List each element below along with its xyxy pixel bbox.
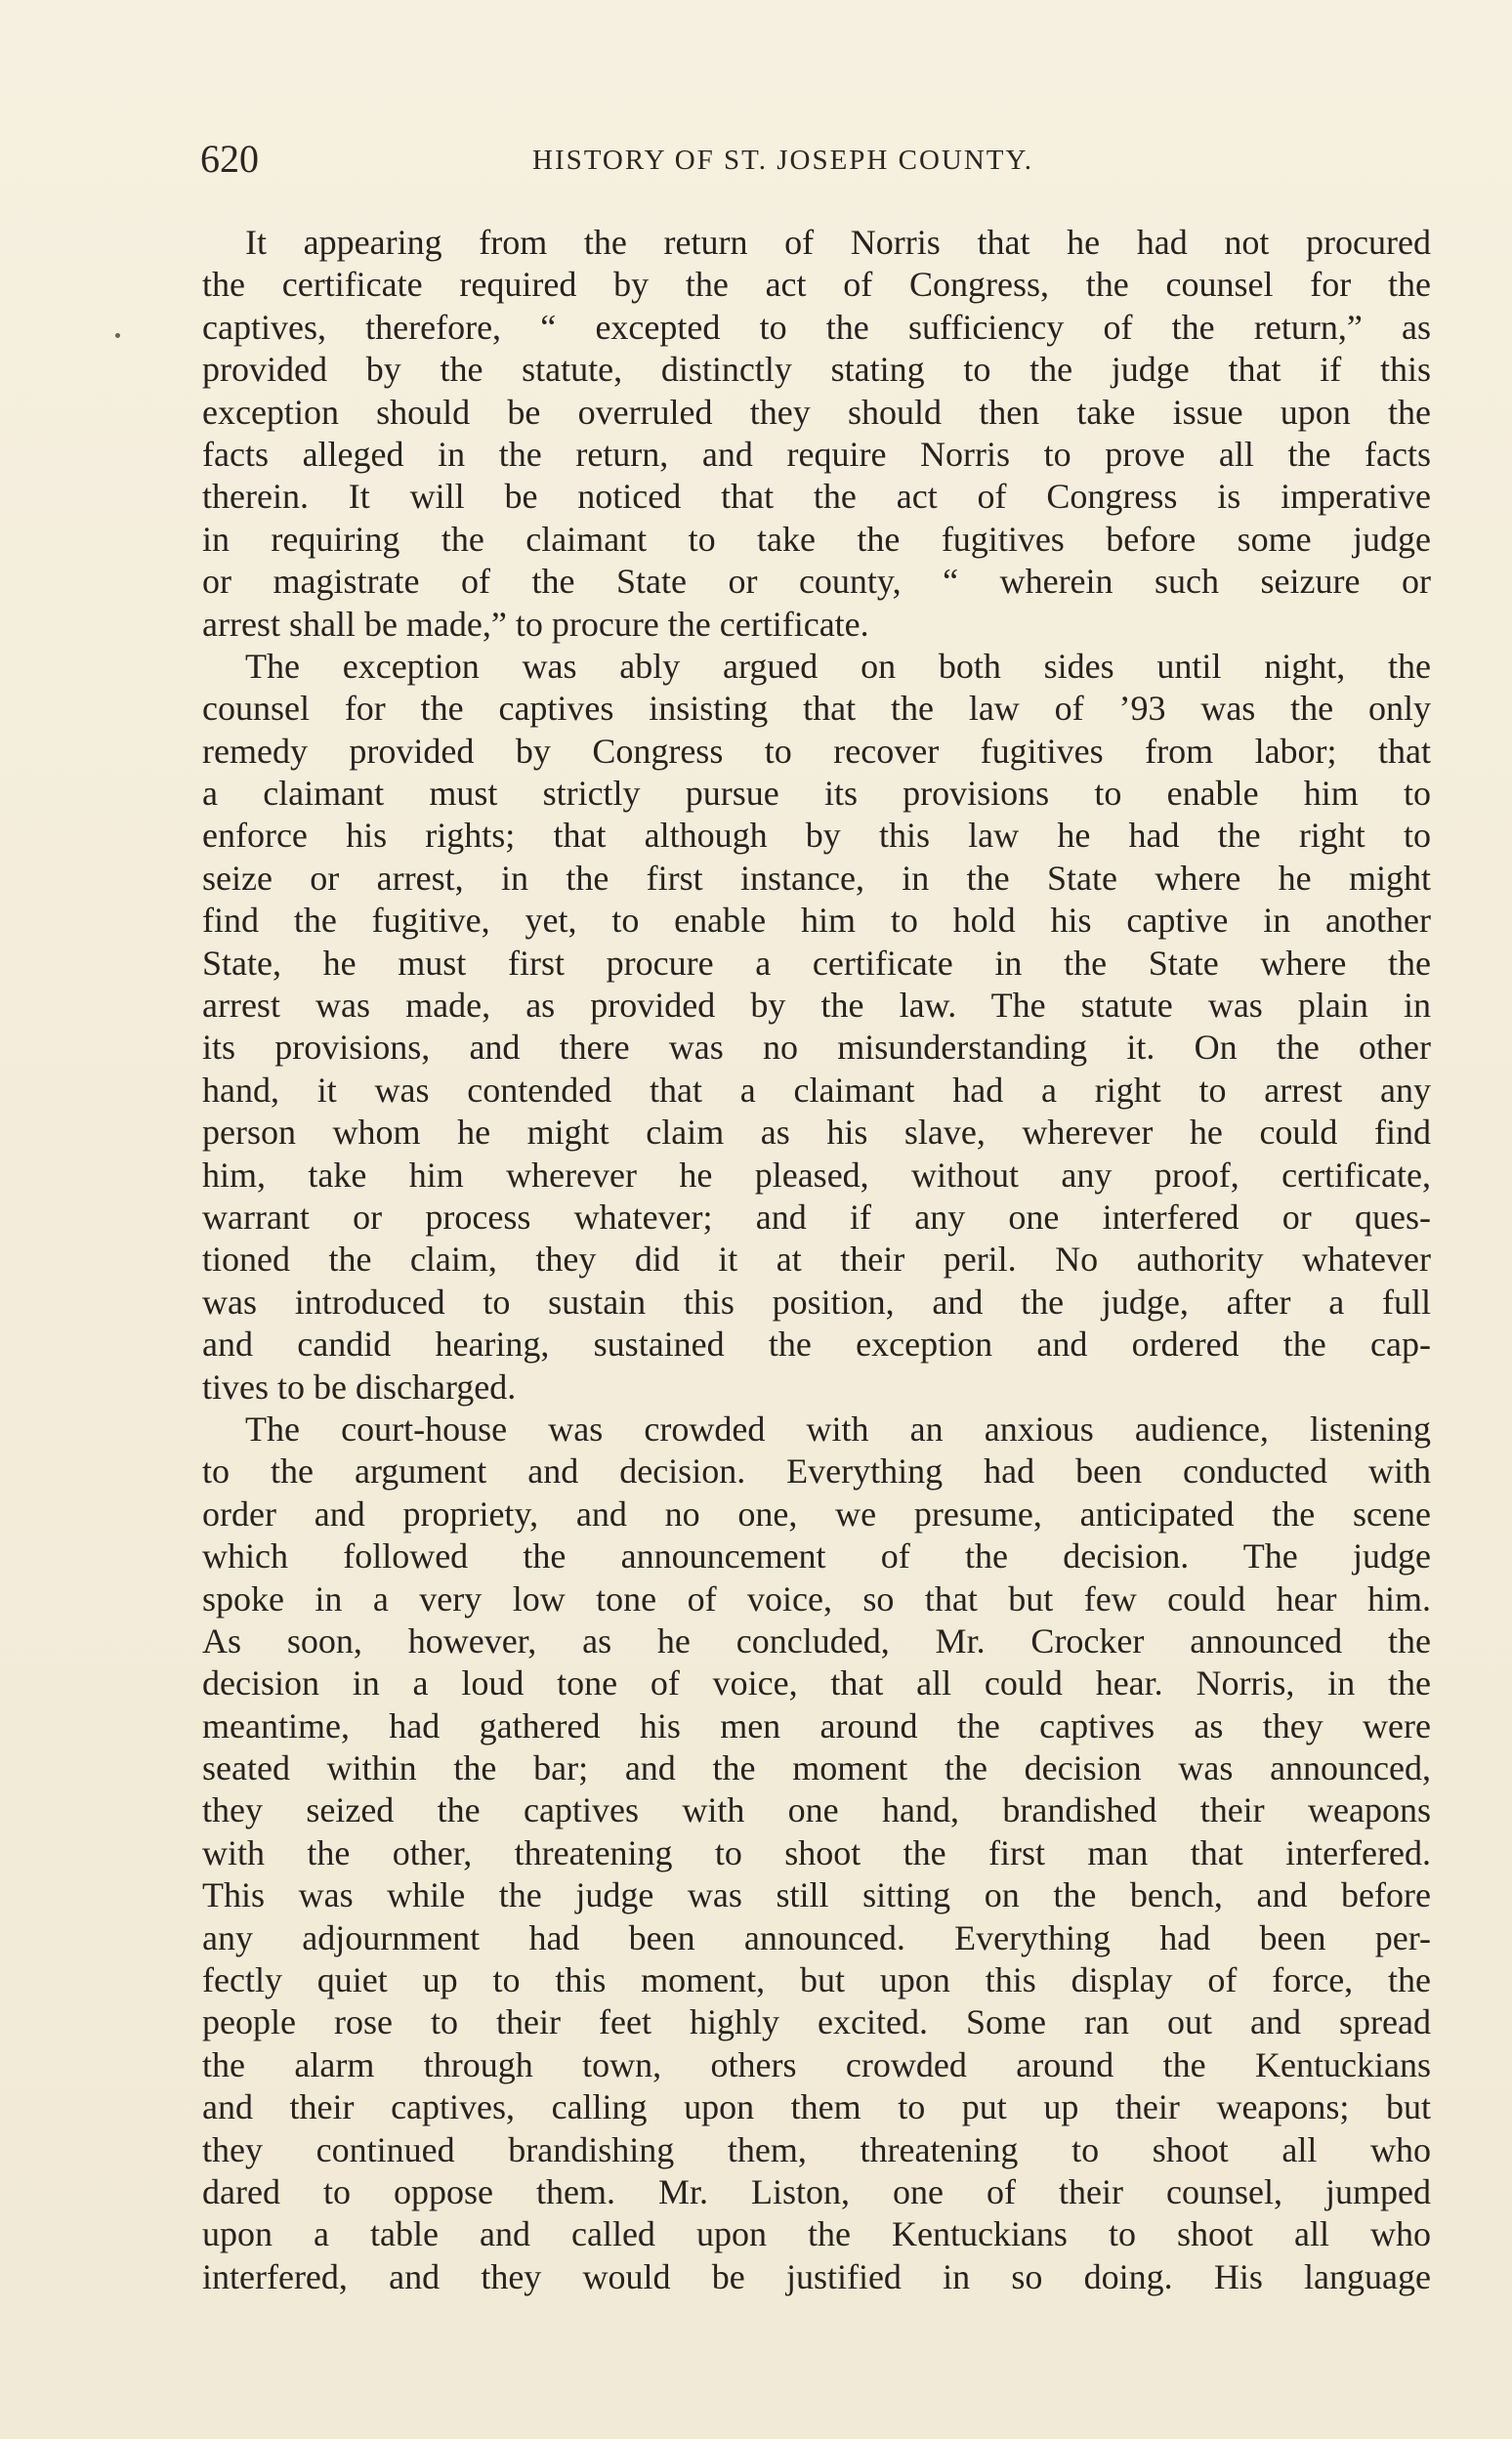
- text-line: captives, therefore, “ excepted to the sufficiency of the return,” as: [202, 307, 1431, 347]
- text-line: warrant or process whatever; and if any one interfered or ques-: [202, 1197, 1431, 1237]
- page-header: [200, 135, 1431, 184]
- running-head: HISTORY OF ST. JOSEPH COUNTY.: [532, 145, 1033, 176]
- text-line: exception should be overruled they should then take issue upon the: [202, 392, 1431, 432]
- text-line: which followed the announcement of the decision. The judge: [202, 1536, 1431, 1577]
- text-line: facts alleged in the return, and require Norris to prove all the facts: [202, 434, 1431, 474]
- margin-speck: [115, 333, 120, 338]
- text-line: any adjournment had been announced. Everything had been per-: [202, 1917, 1431, 1957]
- text-line: counsel for the captives insisting that the law of ’93 was the only: [202, 689, 1431, 729]
- text-line: find the fugitive, yet, to enable him to hold his captive in another: [202, 901, 1431, 941]
- text-line: arrest was made, as provided by the law. The statute was plain in: [202, 986, 1431, 1026]
- text-line: was introduced to sustain this position, and the judge, after a full: [202, 1282, 1431, 1322]
- text-line: or magistrate of the State or county, “ wherein such seizure or: [202, 562, 1431, 602]
- text-line: upon a table and called upon the Kentuckians to shoot all who: [202, 2214, 1431, 2254]
- text-line: and candid hearing, sustained the exception and ordered the cap-: [202, 1325, 1431, 1365]
- text-line: fectly quiet up to this moment, but upon this display of force, the: [202, 1960, 1431, 2000]
- text-line: him, take him wherever he pleased, without any proof, certificate,: [202, 1155, 1431, 1195]
- text-line: remedy provided by Congress to recover fugitives from labor; that: [202, 731, 1431, 771]
- text-line: therein. It will be noticed that the act of Congress is imperative: [202, 477, 1431, 517]
- text-line: State, he must first procure a certificate in the State where the: [202, 943, 1431, 983]
- text-line: the certificate required by the act of Congress, the counsel for the: [202, 265, 1431, 305]
- text-line: provided by the statute, distinctly stating to the judge that if this: [202, 350, 1431, 390]
- text-line: to the argument and decision. Everything had been conducted with: [202, 1451, 1431, 1492]
- text-line: seated within the bar; and the moment the decision was announced,: [202, 1748, 1431, 1788]
- text-line: order and propriety, and no one, we presume, anticipated the scene: [202, 1493, 1431, 1534]
- text-line: decision in a loud tone of voice, that all could hear. Norris, in the: [202, 1663, 1431, 1703]
- text-line: This was while the judge was still sitting on the bench, and before: [202, 1875, 1431, 1915]
- text-line: the alarm through town, others crowded around the Kentuckians: [202, 2044, 1431, 2084]
- text-line: people rose to their feet highly excited. Some ran out and spread: [202, 2002, 1431, 2042]
- page-number: 620: [200, 137, 259, 181]
- text-line: As soon, however, as he concluded, Mr. Crocker announced the: [202, 1620, 1431, 1661]
- text-line: and their captives, calling upon them to put up their weapons; but: [202, 2087, 1431, 2127]
- text-line: The court-house was crowded with an anxious audience, listening: [245, 1409, 1431, 1449]
- text-line: It appearing from the return of Norris that he had not procured: [245, 223, 1431, 262]
- text-line: The exception was ably argued on both sides until night, the: [245, 646, 1431, 686]
- text-line: tioned the claim, they did it at their peril. No authority whatever: [202, 1240, 1431, 1280]
- text-line: arrest shall be made,” to procure the certificate.: [202, 604, 869, 644]
- text-line: meantime, had gathered his men around the captives as they were: [202, 1705, 1431, 1745]
- text-line: seize or arrest, in the first instance, in the State where he might: [202, 858, 1431, 898]
- body-text: [202, 222, 1431, 2298]
- text-line: tives to be discharged.: [202, 1367, 517, 1407]
- text-line: in requiring the claimant to take the fugitives before some judge: [202, 519, 1431, 559]
- text-line: spoke in a very low tone of voice, so that but few could hear him.: [202, 1578, 1431, 1619]
- text-line: interfered, and they would be justified in so doing. His language: [202, 2256, 1431, 2296]
- text-line: hand, it was contended that a claimant had a right to arrest any: [202, 1070, 1431, 1110]
- text-line: they seized the captives with one hand, brandished their weapons: [202, 1790, 1431, 1830]
- text-line: enforce his rights; that although by this law he had the right to: [202, 816, 1431, 856]
- text-line: dared to oppose them. Mr. Liston, one of their counsel, jumped: [202, 2171, 1431, 2211]
- text-line: they continued brandishing them, threatening to shoot all who: [202, 2129, 1431, 2169]
- text-line: a claimant must strictly pursue its provisions to enable him to: [202, 774, 1431, 814]
- text-line: person whom he might claim as his slave, wherever he could find: [202, 1113, 1431, 1153]
- text-line: with the other, threatening to shoot the first man that interfered.: [202, 1832, 1431, 1872]
- text-line: its provisions, and there was no misunderstanding it. On the other: [202, 1028, 1431, 1068]
